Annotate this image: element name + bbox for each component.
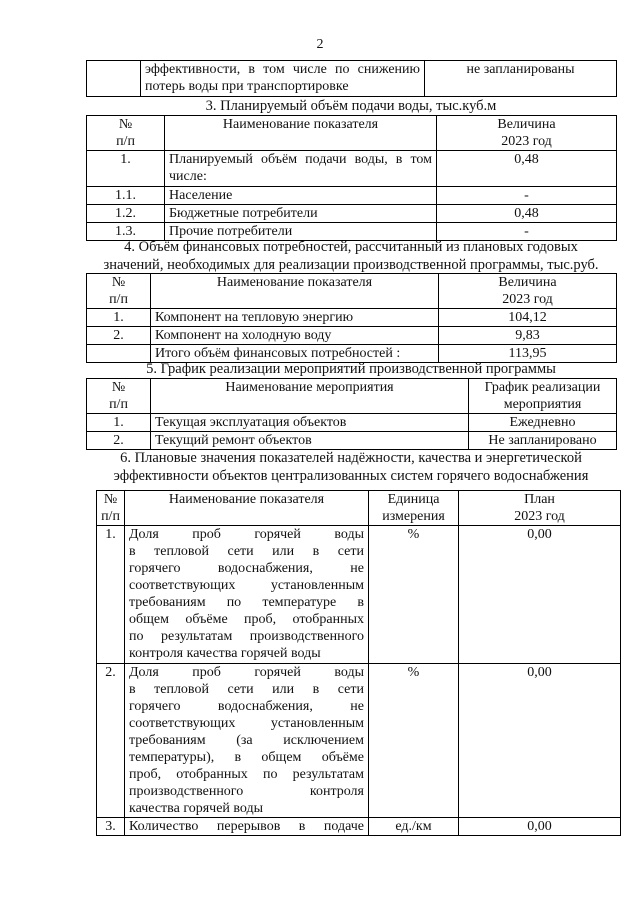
header-name: Наименование мероприятия <box>151 379 469 414</box>
header-plan: План 2023 год <box>459 491 621 526</box>
table-row: 1. Доля проб горячей воды в тепловой сети или в сети горячего водоснабжения, не соответствующих установленным требованиям по температуре в общем объёме проб, отобранных по результатам производственного контроля качества горячей воды % 0,00 <box>97 526 621 664</box>
page-number: 2 <box>316 37 324 52</box>
table-row: 1. Компонент на тепловую энергию 104,12 <box>87 309 617 327</box>
table-header-row <box>87 379 617 414</box>
table-row: 1.2. Бюджетные потребители 0,48 <box>87 205 617 223</box>
header-unit: Единица измерения <box>369 491 459 526</box>
section-6-title: 6. Плановые значения показателей надёжности, качества и энергетической эффективности объектов централизованных систем горячего водоснабжения <box>113 450 589 484</box>
section-3-table <box>86 115 617 241</box>
table-row: 3. Количество перерывов в подаче ед./км 0,00 <box>97 818 621 836</box>
table-row: Итого объём финансовых потребностей : 113,95 <box>87 345 617 363</box>
table-row <box>87 61 617 97</box>
header-name: Наименование показателя <box>125 491 369 526</box>
section-3-title: 3. Планируемый объём подачи воды, тыс.куб.м <box>205 98 497 114</box>
section-6-table <box>96 490 621 836</box>
header-name: Наименование показателя <box>165 116 437 151</box>
section-5-title: 5. График реализации мероприятий производственной программы <box>146 361 556 377</box>
row-description: эффективности, в том числе по снижению потерь воды при транспортировке <box>141 61 425 97</box>
table-header-row <box>87 274 617 309</box>
header-num: № п/п <box>87 116 165 151</box>
header-name: Наименование показателя <box>151 274 439 309</box>
header-value: Величина 2023 год <box>437 116 617 151</box>
table-row: 1.1. Население - <box>87 187 617 205</box>
table-header-row <box>97 491 621 526</box>
header-num: № п/п <box>97 491 125 526</box>
table-row: 2. Компонент на холодную воду 9,83 <box>87 327 617 345</box>
indicator-description: Доля проб горячей воды в тепловой сети или в сети горячего водоснабжения, не соответствующих установленным требованиям по температуре в общем объёме проб, отобранных по результатам производственного контроля качества горячей воды <box>125 526 369 664</box>
table-row: 1. Планируемый объём подачи воды, в том числе: 0,48 <box>87 151 617 187</box>
header-num: № п/п <box>87 274 151 309</box>
top-continuation-table <box>86 60 617 97</box>
section-4-table <box>86 273 617 363</box>
row-value: не запланированы <box>425 61 617 97</box>
header-value: Величина 2023 год <box>439 274 617 309</box>
section-4-title: 4. Объём финансовых потребностей, рассчитанный из плановых годовых значений, необходимых для реализации производственной программы, тыс.руб. <box>103 239 599 273</box>
header-schedule: График реализации мероприятия <box>469 379 617 414</box>
table-row: 2. Текущий ремонт объектов Не запланировано <box>87 432 617 450</box>
indicator-description: Доля проб горячей воды в тепловой сети или в сети горячего водоснабжения, не соответствующих установленным требованиям (за исключением температуры), в общем объёме проб, отобранных по результатам производственного контроля качества горячей воды <box>125 664 369 818</box>
table-row: 1.3. Прочие потребители - <box>87 223 617 241</box>
header-num: № п/п <box>87 379 151 414</box>
table-row: 2. Доля проб горячей воды в тепловой сети или в сети горячего водоснабжения, не соответствующих установленным требованиям (за исключением температуры), в общем объёме проб, отобранных по результатам производственного контроля качества горячей воды % 0,00 <box>97 664 621 818</box>
table-header-row <box>87 116 617 151</box>
indicator-description: Количество перерывов в подаче <box>125 818 369 836</box>
section-5-table <box>86 378 617 450</box>
table-row: 1. Текущая эксплуатация объектов Ежедневно <box>87 414 617 432</box>
